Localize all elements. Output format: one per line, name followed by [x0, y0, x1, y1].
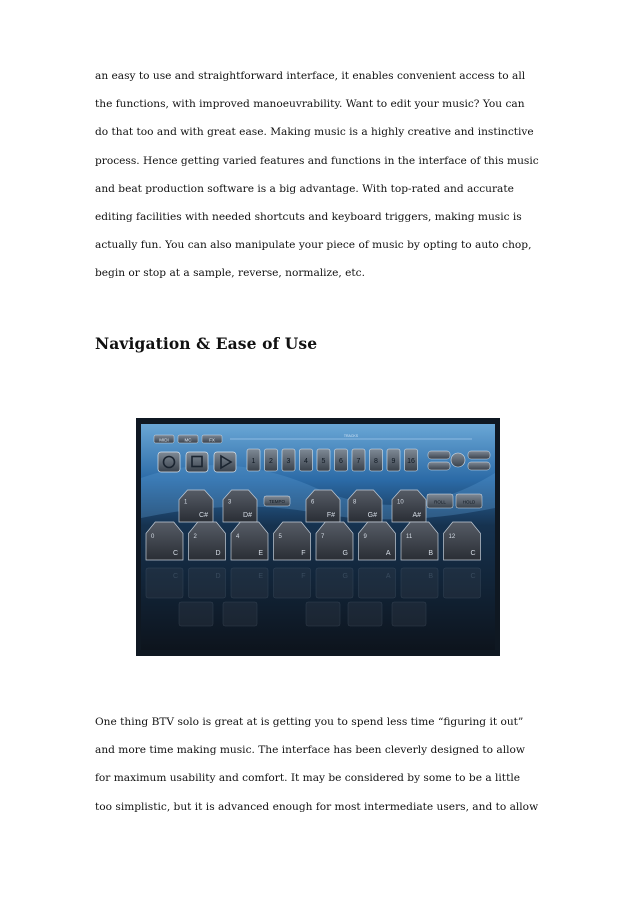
track-number: 7 — [356, 458, 361, 465]
reflection-note: B — [428, 573, 433, 580]
pad-number: 8 — [353, 499, 357, 506]
pad-note: D — [215, 550, 221, 557]
pad-note: F# — [326, 512, 335, 519]
text-line: for maximum usability and comfort. It may be considered by some to be a little — [95, 772, 520, 785]
roll-label: ROLL — [434, 499, 446, 505]
record-button — [158, 452, 180, 472]
reflection-pad — [179, 602, 213, 626]
reflection-note: C — [172, 573, 178, 580]
pad-number: 6 — [311, 499, 315, 506]
side-button — [428, 462, 450, 470]
track-number: 8 — [374, 458, 378, 465]
tempo-label: TEMPO — [268, 499, 286, 504]
pad-number: 12 — [448, 533, 456, 540]
stop-button — [186, 452, 208, 472]
reflection-note: E — [258, 573, 263, 580]
pad-number: 11 — [406, 533, 413, 540]
side-button — [468, 462, 490, 470]
text-line: the functions, with improved manoeuvrability. Want to edit your music? You can — [95, 98, 525, 111]
pad-number: 9 — [363, 533, 367, 540]
text-line: editing facilities with needed shortcuts and keyboard triggers, making music is — [95, 211, 522, 224]
track-number: 4 — [304, 458, 308, 465]
top-button-label: MC — [184, 437, 192, 443]
reflection-pad — [392, 602, 426, 626]
text-line: process. Hence getting varied features and functions in the interface of this music — [95, 154, 539, 167]
pad-number: 1 — [184, 499, 188, 506]
top-button-label: MIDI — [159, 437, 169, 443]
reflection-pad — [306, 602, 340, 626]
drum-pad — [179, 490, 213, 522]
pad-number: 0 — [151, 533, 155, 540]
pad-number: 4 — [236, 533, 240, 540]
software-interface-figure — [136, 418, 500, 656]
tracks-label: TRACKS — [343, 434, 359, 438]
pad-number: 2 — [193, 533, 197, 540]
hold-label: HOLD — [462, 499, 476, 505]
track-number: 1 — [251, 458, 256, 465]
drum-pad — [348, 490, 382, 522]
text-line: an easy to use and straightforward interface, it enables convenient access to all — [95, 70, 526, 82]
pad-note: G — [342, 550, 348, 557]
text-line: actually fun. You can also manipulate your piece of music by opting to auto chop, — [95, 239, 532, 252]
reflection-note: C — [470, 573, 476, 580]
drum-pad — [146, 522, 183, 560]
menu-knob — [451, 453, 465, 467]
transport-controls — [158, 452, 236, 472]
drum-pad — [231, 522, 268, 560]
pad-note: A# — [412, 512, 421, 519]
drum-pad — [359, 522, 396, 560]
beat-maker-screenshot — [136, 418, 500, 656]
reflection-note: A — [385, 573, 391, 580]
section-heading: Navigation & Ease of Use — [95, 334, 318, 353]
pad-note: E — [258, 550, 263, 557]
drum-pad — [189, 522, 226, 560]
text-line: do that too and with great ease. Making music is a highly creative and instinctive — [95, 126, 534, 139]
track-number: 16 — [407, 458, 415, 465]
text-line: and more time making music. The interface has been cleverly designed to allow — [95, 744, 525, 757]
pad-note: C — [172, 550, 178, 557]
track-number: 9 — [391, 458, 396, 465]
body-paragraph-2 — [95, 708, 565, 821]
text-line: One thing BTV solo is great at is getting you to spend less time “figuring it out” — [95, 716, 524, 728]
track-number: 6 — [339, 458, 343, 465]
pad-note: A — [385, 550, 391, 557]
pad-note: B — [428, 550, 433, 557]
top-button-label: FX — [209, 437, 215, 443]
reflection-pad — [348, 602, 382, 626]
pad-note: C — [470, 550, 476, 557]
reflection-note: F — [301, 573, 306, 580]
text-line: begin or stop at a sample, reverse, normalize, etc. — [95, 267, 365, 280]
body-paragraph-1 — [95, 62, 565, 288]
drum-pad — [401, 522, 438, 560]
side-button — [428, 451, 450, 459]
drum-pad — [392, 490, 426, 522]
pad-number: 7 — [321, 533, 325, 540]
pad-note: G# — [367, 512, 377, 519]
track-number: 5 — [321, 458, 326, 465]
pad-number: 10 — [397, 499, 404, 506]
text-line: too simplistic, but it is advanced enough for most intermediate users, and to allow — [95, 800, 539, 813]
play-button — [214, 452, 236, 472]
drum-pad — [223, 490, 257, 522]
drum-pad — [444, 522, 481, 560]
text-line: and beat production software is a big advantage. With top-rated and accurate — [95, 182, 514, 195]
pad-number: 3 — [228, 499, 232, 506]
reflection-pad — [223, 602, 257, 626]
track-number: 3 — [286, 458, 291, 465]
reflection-note: D — [215, 573, 221, 580]
drum-pad — [316, 522, 353, 560]
pad-note: F — [301, 550, 306, 557]
pad-note: D# — [243, 512, 252, 519]
drum-pad — [274, 522, 311, 560]
reflection-note: G — [342, 573, 348, 580]
pad-note: C# — [199, 512, 208, 519]
drum-pad — [306, 490, 340, 522]
side-button — [468, 451, 490, 459]
track-number: 2 — [269, 458, 273, 465]
pad-number: 5 — [278, 533, 282, 540]
